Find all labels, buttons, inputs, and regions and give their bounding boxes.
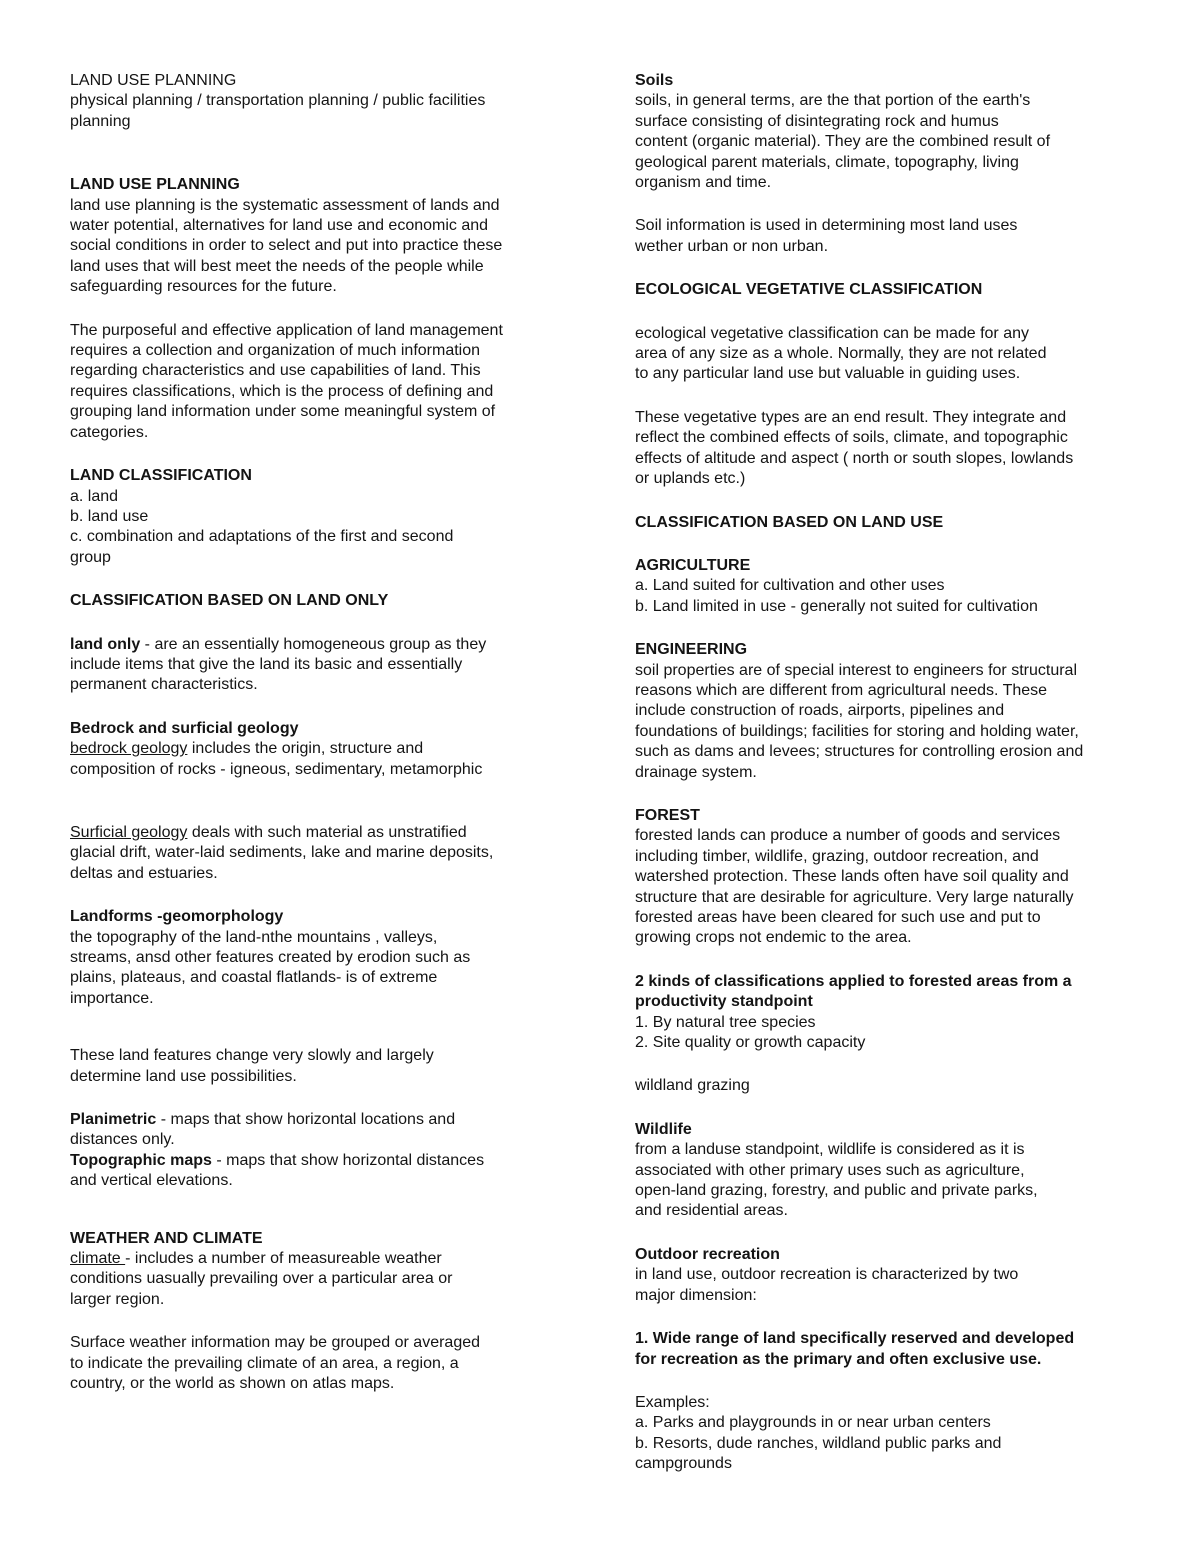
paragraph-line: and vertical elevations. (70, 1172, 233, 1190)
paragraph-line: area of any size as a whole. Normally, they are not related (635, 345, 1047, 363)
paragraph-line: grouping land information under some meaningful system of (70, 403, 496, 421)
paragraph-line: Surface weather information may be grouped or averaged (70, 1334, 481, 1352)
paragraph-line: requires a collection and organization of much information (70, 342, 481, 360)
section-heading-ecological-vegetative: ECOLOGICAL VEGETATIVE CLASSIFICATION (635, 281, 983, 299)
paragraph-line: associated with other primary uses such as agriculture, (635, 1161, 1025, 1179)
term-topographic-maps: Topographic maps (70, 1151, 212, 1169)
paragraph-line: include construction of roads, airports, pipelines and (635, 702, 1005, 720)
paragraph-line: include items that give the land its basic and essentially (70, 655, 463, 673)
paragraph-line: open-land grazing, forestry, and public and private parks, (635, 1182, 1038, 1200)
paragraph-line: water potential, alternatives for land use and economic and (70, 217, 489, 235)
paragraph-line: to any particular land use but valuable in guiding uses. (635, 365, 1021, 383)
subheading-engineering: ENGINEERING (635, 641, 748, 659)
paragraph-line: importance. (70, 989, 154, 1007)
list-item: group (70, 548, 111, 566)
paragraph-line: geological parent materials, climate, topography, living (635, 153, 1019, 171)
term-climate: climate (70, 1250, 126, 1268)
definition-text: - are an essentially homogeneous group as they (140, 635, 487, 653)
paragraph-line: soil properties are of special interest to engineers for structural (635, 661, 1077, 679)
paragraph-line: surface consisting of disintegrating rock and humus (635, 112, 999, 130)
subheading-landforms: Landforms -geomorphology (70, 908, 284, 926)
definition-text: - maps that show horizontal distances (211, 1151, 485, 1169)
paragraph-line (70, 635, 560, 655)
paragraph-line: major dimension: (635, 1286, 757, 1304)
definition-text: - includes a number of measureable weather (125, 1250, 442, 1268)
subheading-agriculture: AGRICULTURE (635, 556, 751, 574)
subheading-wildlife: Wildlife (635, 1120, 692, 1138)
paragraph-line: ecological vegetative classification can be made for any (635, 324, 1029, 342)
list-item: b. land use (70, 507, 149, 525)
subheading-soils: Soils (635, 72, 674, 89)
paragraph-line: social conditions in order to select and put into practice these (70, 237, 503, 255)
paragraph-line: forested lands can produce a number of goods and services (635, 827, 1061, 845)
paragraph-line: land use planning is the systematic assessment of lands and (70, 196, 500, 214)
subheading-outdoor-recreation: Outdoor recreation (635, 1245, 780, 1263)
section-heading-classification-land-use: CLASSIFICATION BASED ON LAND USE (635, 513, 944, 531)
subtitle-line: planning (70, 112, 131, 130)
list-item: a. land (70, 487, 119, 505)
paragraph-line: streams, ansd other features created by erodion such as (70, 949, 471, 966)
paragraph-line: structure that are desirable for agriculture. Very large naturally (635, 888, 1074, 906)
paragraph-line: reasons which are different from agricultural needs. These (635, 681, 1048, 699)
term-land-only: land only (70, 635, 141, 653)
subheading-wide-range: 1. Wide range of land specifically reserved and developed (635, 1330, 1075, 1348)
paragraph-line: land uses that will best meet the needs of the people while (70, 257, 484, 275)
paragraph-line: forested areas have been cleared for such use and put to (635, 909, 1041, 926)
paragraph-line: growing crops not endemic to the area. (635, 929, 912, 947)
term-planimetric: Planimetric (70, 1111, 157, 1129)
paragraph-line: determine land use possibilities. (70, 1067, 297, 1085)
subheading-forest-kinds: 2 kinds of classifications applied to forested areas from a (635, 972, 1072, 990)
paragraph-line: to indicate the prevailing climate of an area, a region, a (70, 1354, 459, 1372)
paragraph-line: country, or the world as shown on atlas maps. (70, 1375, 395, 1393)
list-item: a. Parks and playgrounds in or near urban centers (635, 1414, 991, 1432)
term-bedrock-geology: bedrock geology (70, 740, 188, 758)
paragraph-line: The purposeful and effective application of land management (70, 321, 503, 339)
paragraph-line: and residential areas. (635, 1202, 788, 1220)
paragraph-line: safeguarding resources for the future. (70, 278, 337, 296)
paragraph-line: These land features change very slowly and largely (70, 1047, 434, 1065)
paragraph-line (70, 823, 560, 843)
paragraph-line: drainage system. (635, 763, 757, 781)
paragraph-line: regarding characteristics and use capabilities of land. This (70, 362, 481, 380)
paragraph-line: soils, in general terms, are the that portion of the earth's (635, 92, 1031, 110)
paragraph-line: distances only. (70, 1131, 175, 1149)
paragraph-line: larger region. (70, 1290, 165, 1308)
section-heading-classification-land-only: CLASSIFICATION BASED ON LAND ONLY (70, 592, 389, 610)
paragraph-line: composition of rocks - igneous, sedimentary, metamorphic (70, 760, 483, 778)
definition-text: deals with such material as unstratified (187, 823, 467, 841)
paragraph-line (70, 1110, 560, 1130)
paragraph-line: the topography of the land-nthe mountains , valleys, (70, 928, 438, 946)
list-item: c. combination and adaptations of the first and second (70, 528, 454, 546)
list-item: b. Resorts, dude ranches, wildland public parks and (635, 1434, 1002, 1452)
paragraph-line: Soil information is used in determining most land uses (635, 217, 1018, 235)
list-item: 2. Site quality or growth capacity (635, 1034, 866, 1052)
definition-text: includes the origin, structure and (187, 740, 424, 758)
paragraph-line: such as dams and levees; structures for controlling erosion and (635, 743, 1084, 761)
paragraph-line: wether urban or non urban. (635, 237, 829, 255)
subheading-bedrock: Bedrock and surficial geology (70, 719, 299, 737)
paragraph-line: watershed protection. These lands often have soil quality and (635, 868, 1069, 886)
right-column (635, 71, 1145, 1475)
definition-text: - maps that show horizontal locations and (156, 1111, 456, 1129)
paragraph-line: foundations of buildings; facilities for storing and holding water, (635, 722, 1079, 740)
list-item: b. Land limited in use - generally not suited for cultivation (635, 597, 1038, 615)
subheading-forest-kinds: productivity standpoint (635, 993, 813, 1011)
paragraph-line: requires classifications, which is the process of defining and (70, 382, 494, 400)
section-heading-weather-climate: WEATHER AND CLIMATE (70, 1229, 263, 1247)
document-title: LAND USE PLANNING (70, 72, 237, 89)
paragraph-line: effects of altitude and aspect ( north or south slopes, lowlands (635, 449, 1074, 467)
paragraph-line: reflect the combined effects of soils, climate, and topographic (635, 429, 1068, 447)
paragraph-line: content (organic material). They are the combined result of (635, 133, 1051, 151)
paragraph-line: in land use, outdoor recreation is characterized by two (635, 1266, 1019, 1284)
list-item: campgrounds (635, 1455, 732, 1473)
paragraph-line: deltas and estuaries. (70, 864, 218, 882)
paragraph-line: from a landuse standpoint, wildlife is considered as it is (635, 1141, 1025, 1159)
paragraph-line: conditions uasually prevailing over a particular area or (70, 1270, 453, 1288)
paragraph-line (70, 1151, 560, 1171)
section-heading-land-classification: LAND CLASSIFICATION (70, 467, 252, 485)
examples-label: Examples: (635, 1393, 710, 1411)
term-surficial-geology: Surficial geology (70, 823, 188, 841)
paragraph-line: permanent characteristics. (70, 676, 258, 694)
paragraph-line: categories. (70, 423, 149, 441)
subtitle-line: physical planning / transportation planning / public facilities (70, 92, 486, 110)
list-item: 1. By natural tree species (635, 1013, 816, 1031)
paragraph-line: wildland grazing (635, 1077, 750, 1095)
section-heading-land-use-planning: LAND USE PLANNING (70, 176, 240, 194)
paragraph-line: including timber, wildlife, grazing, outdoor recreation, and (635, 847, 1039, 865)
paragraph-line: plains, plateaus, and coastal flatlands- is of extreme (70, 969, 438, 987)
paragraph-line (70, 1249, 560, 1269)
paragraph-line: These vegetative types are an end result. They integrate and (635, 408, 1067, 426)
subheading-forest: FOREST (635, 806, 700, 824)
subheading-wide-range: for recreation as the primary and often exclusive use. (635, 1350, 1042, 1368)
left-column (70, 71, 560, 1395)
list-item: a. Land suited for cultivation and other uses (635, 577, 945, 595)
paragraph-line: glacial drift, water-laid sediments, lake and marine deposits, (70, 844, 494, 862)
paragraph-line: organism and time. (635, 174, 772, 192)
paragraph-line: or uplands etc.) (635, 470, 746, 488)
paragraph-line (70, 739, 560, 759)
